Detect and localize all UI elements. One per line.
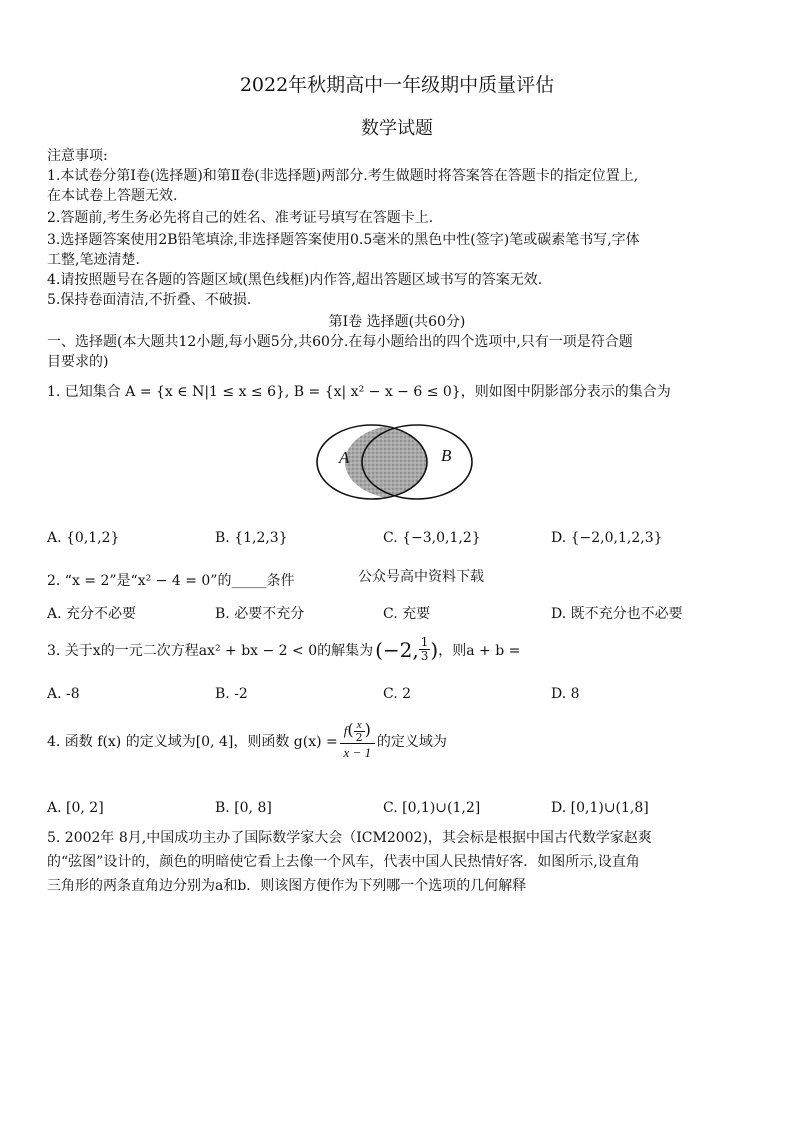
venn-label-a: A xyxy=(339,448,350,467)
q2-option-c: C. 充要 xyxy=(383,606,431,622)
q3-option-a: A. -8 xyxy=(47,686,80,702)
note-line: 工整,笔迹清楚. xyxy=(47,252,140,268)
q4-stem-post: 的定义域为 xyxy=(376,734,447,750)
q3-option-c: C. 2 xyxy=(383,686,412,702)
q3-interval-left: (−2, xyxy=(375,637,419,662)
q5-line: 三角形的两条直角边分别为a和b．则该图方便作为下列哪一个选项的几何解释 xyxy=(47,878,527,894)
q2-stem: 2. “x = 2”是“x² − 4 = 0”的_____条件 xyxy=(47,573,295,589)
q3-frac-num: 1 xyxy=(420,635,429,649)
q2-option-b: B. 必要不充分 xyxy=(215,606,305,622)
note-line: 在本试卷上答题无效. xyxy=(47,188,178,204)
section-title: 第Ⅰ卷 选择题(共60分) xyxy=(328,314,466,330)
venn-label-b: B xyxy=(441,446,452,465)
section-intro: 目要求的) xyxy=(47,354,109,370)
note-line: 2.答题前,考生务必先将自己的姓名、准考证号填写在答题卡上. xyxy=(47,210,434,226)
q3-fraction xyxy=(419,636,431,663)
section-intro: 一、选择题(本大题共12小题,每小题5分,共60分.在每小题给出的四个选项中,只有一项是符合题 xyxy=(47,334,633,350)
q1-stem: 1. 已知集合 A = {x ∈ N|1 ≤ x ≤ 6}, B = {x| x² − x − 6 ≤ 0}，则如图中阴影部分表示的集合为 xyxy=(47,384,671,400)
q3-stem xyxy=(47,636,520,663)
q4-inner-num: x xyxy=(354,720,365,732)
q5-line: 5. 2002年 8月,中国成功主办了国际数学家大会（ICM2002)，其会标是根据中国古代数学家赵爽 xyxy=(47,830,652,846)
q4-option-c: C. [0,1)∪(1,2] xyxy=(383,800,481,816)
q3-stem-post: ，则a + b = xyxy=(438,642,521,659)
q2-option-d: D. 既不充分也不必要 xyxy=(551,606,683,622)
q3-stem-pre: 3. 关于x的一元二次方程ax² + bx − 2 < 0的解集为 xyxy=(47,642,374,659)
q3-interval-right: ) xyxy=(430,637,439,662)
q1-option-b: B. {1,2,3} xyxy=(215,530,288,546)
q4-option-d: D. [0,1)∪(1,8] xyxy=(551,800,649,816)
q4-stem-pre: 4. 函数 f(x) 的定义域为[0, 4]，则函数 g(x) = xyxy=(47,734,338,750)
q4-stem xyxy=(47,720,447,762)
q4-fraction xyxy=(340,720,375,762)
q3-option-b: B. -2 xyxy=(215,686,248,702)
q1-option-d: D. {−2,0,1,2,3} xyxy=(551,530,663,546)
q2-option-a: A. 充分不必要 xyxy=(47,606,137,622)
note-line: 5.保持卷面清洁,不折叠、不破损. xyxy=(47,292,252,308)
q4-inner-fraction xyxy=(354,720,365,743)
note-line: 1.本试卷分第Ⅰ卷(选择题)和第Ⅱ卷(非选择题)两部分.考生做题时将答案答在答题卡的指定位置上, xyxy=(47,168,639,184)
q1-option-a: A. {0,1,2} xyxy=(47,530,120,546)
q4-option-a: A. [0, 2] xyxy=(47,800,104,816)
note-line: 3.选择题答案使用2B铅笔填涂,非选择题答案使用0.5毫米的黑色中性(签字)笔或碳素笔书写,字体 xyxy=(47,232,640,248)
q1-option-c: C. {−3,0,1,2} xyxy=(383,530,481,546)
notes-heading: 注意事项: xyxy=(47,148,108,164)
q3-frac-den: 3 xyxy=(420,649,429,663)
q4-option-b: B. [0, 8] xyxy=(215,800,272,816)
note-line: 4.请按照题号在各题的答题区域(黑色线框)内作答,超出答题区域书写的答案无效. xyxy=(47,272,543,288)
q4-denominator: x − 1 xyxy=(343,745,372,760)
exam-title: 2022年秋期高中一年级期中质量评估 xyxy=(239,74,555,96)
q4-inner-den: 2 xyxy=(355,731,363,744)
q3-option-d: D. 8 xyxy=(551,686,580,702)
watermark-text: 公众号高中资料下载 xyxy=(358,569,484,585)
exam-subtitle: 数学试题 xyxy=(361,118,433,139)
q4-numerator: f( $\frac{x}{2}$ ) xyxy=(340,720,375,744)
q4-num-f: f xyxy=(343,723,348,738)
q5-line: 的“弦图”设计的，颜色的明暗使它看上去像一个风车，代表中国人民热情好客．如图所示,设直角 xyxy=(47,854,640,870)
